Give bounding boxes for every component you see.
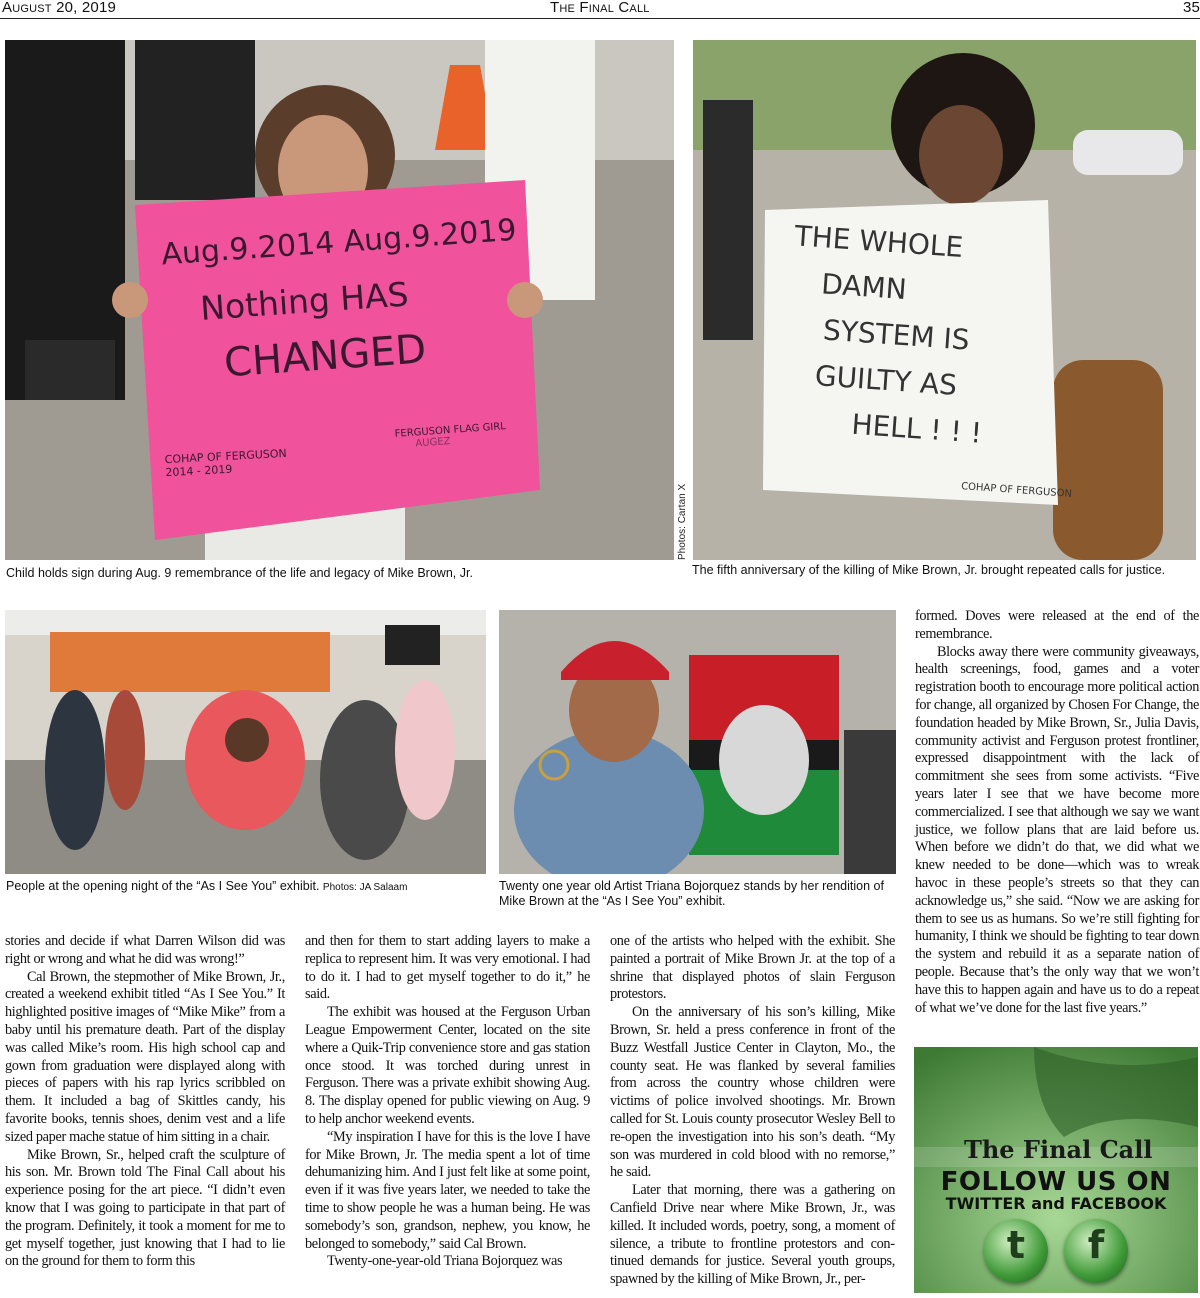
photo-woman-with-sign	[693, 40, 1196, 560]
issue-date: August 20, 2019	[2, 0, 117, 16]
paragraph: Twenty-one-year-old Triana Bojorquez was	[327, 1253, 563, 1270]
paragraph: and then for them to start adding layers to make a replica to represent him. It was very emotional. I had to do it. I had to get myself together to do it,” he said.	[305, 933, 590, 1003]
paragraph: stories and decide if what Darren Wilson did was right or wrong and what he did was wrong!”	[5, 933, 285, 967]
paragraph: Cal Brown, the stepmother of Mike Brown, Jr., created a weekend exhibit titled “As I See You.” It highlighted positive images of “Mike Mike” from a baby until his premature death. Part of the display was called Mike’s room. His high school cap and gown from graduation were displayed along with pieces of papers with his rap lyrics scribbled on them. It included a bag of Skittles candy, his favorite books, tennis shoes, denim vest and a life sized paper mache statue of him sitting in a chair.	[5, 968, 285, 1145]
pink-sign-small-right: FERGUSON FLAG GIRL AUGEZ	[394, 421, 507, 450]
social-media-ad[interactable]	[914, 1047, 1198, 1293]
twitter-icon[interactable]: t	[984, 1219, 1048, 1283]
paragraph: The exhibit was housed at the Ferguson Urban League Empowerment Center, located on the site where a Quik-Trip convenience store and gas station once stood. It was torched during unrest in Ferguson. There was a private exhibit showing Aug. 8. The display opened for public viewing on Aug. 9 to help anchor weekend events.	[305, 1004, 590, 1127]
ad-brand: The Final Call	[964, 1135, 1153, 1164]
photo-exhibit-crowd	[5, 610, 486, 874]
article-column-1	[5, 933, 285, 1271]
caption-mid-right: Twenty one year old Artist Triana Bojorquez stands by her rendition of Mike Brown at the “As I See You” exhibit.	[499, 879, 884, 908]
article-column-3	[610, 933, 895, 1289]
photo-credit-mid: Photos: JA Salaam	[322, 882, 408, 893]
photo-credit-top: Photos: Cartan X	[677, 483, 688, 560]
caption-top-left: Child holds sign during Aug. 9 remembrance of the life and legacy of Mike Brown, Jr.	[6, 566, 473, 580]
paragraph: On the anniversary of his son’s killing, Mike Brown, Sr. held a press conference in front of the Buzz Westfall Justice Center in Clayton, Mo., the county seat. He was flanked by several families from across the country whose children were victims of police involved shootings. Mr. Brown called for St. Louis county prosecutor Wesley Bell to re-open the investigation into his son’s death. “My son was murdered in cold blood with no remorse,” he said.	[610, 1004, 895, 1181]
article-right-column	[915, 608, 1199, 1017]
paragraph: Blocks away there were community giveaways, health screenings, food, games and a voter registration booth to encourage more political action for change, all organized by Chosen For Change, the foundation headed by Mike Brown, Sr., Julia Davis, community activist and Ferguson protest frontliner, expressed disappointment with the lack of commitment she sees from some activists. “Five years later I see that we have become more commercialized. I see that although we say we want justice, we follow plans that are laid before us. When before we didn’t do that, we did what we knew needed to be done—which was to wreak havoc in these people’s streets so that they can acknowledge us,” she said. “Now we are asking for them to see us as humans. So we’re still fighting for humanity, I think we should be fighting to tear down the system and rebuild it as a separate nation of people. Because that’s the only way that we won’t have this to happen again and have us to do a repeat of what we’ve done for the last five years.”	[915, 643, 1199, 1016]
pink-sign-small-left: COHAP OF FERGUSON 2014 - 2019	[164, 446, 288, 480]
white-sign-text: THE WHOLE DAMN SYSTEM IS GUILTY AS HELL ! ! !	[793, 219, 983, 450]
caption-top-right: The fifth anniversary of the killing of Mike Brown, Jr. brought repeated calls for justice.	[692, 563, 1166, 577]
ad-line-1: FOLLOW US ON	[940, 1167, 1172, 1197]
photo-artist-with-portrait	[499, 610, 896, 874]
page-number: 35	[1183, 0, 1200, 16]
paragraph: Later that morning, there was a gathering on Canfield Drive near where Mike Brown, Jr., was killed. It included words, poetry, song, a moment of silence, a tribute to frontline protestors and continued demands for justice. Several youth groups, spawned by the killing of Mike Brown, Jr., per-	[610, 1182, 895, 1288]
white-sign-small: COHAP OF FERGUSON	[960, 481, 1073, 500]
paragraph: Mike Brown, Sr., helped craft the sculpture of his son. Mr. Brown told The Final Call about his experience posing for the art piece. “I didn’t even know that I was going to participate in that part of the program. Definitely, it took a moment for me to get myself together, just knowing that I had to lie on the ground for them to form this	[5, 1146, 285, 1270]
publication-name: The Final Call	[550, 0, 650, 16]
paragraph: “My inspiration I have for this is the love I have for Mike Brown, Jr. The media spent a lot of time dehumanizing him. And I just felt like at some point, even if it was five years later, we needed to take the time to show people he was a human being. He was somebody’s son, grandson, nephew, you know, he belonged to somebody,” said Cal Brown.	[305, 1128, 590, 1252]
pink-sign-text: Aug.9.2014 Aug.9.2019 Nothing HAS CHANGED	[160, 212, 518, 387]
ad-line-2: TWITTER and FACEBOOK	[945, 1194, 1167, 1213]
page-header	[0, 0, 1200, 19]
caption-mid-left: People at the opening night of the “As I See You” exhibit. Photos: JA Salaam	[6, 879, 408, 893]
paragraph: formed. Doves were released at the end of the remembrance.	[915, 608, 1199, 642]
article-column-2	[305, 933, 590, 1271]
paragraph: one of the artists who helped with the exhibit. She painted a portrait of Mike Brown Jr. at the top of a shrine that displayed photos of slain Ferguson protestors.	[610, 933, 895, 1003]
photo-child-with-sign	[5, 40, 674, 560]
facebook-icon[interactable]: f	[1064, 1219, 1128, 1283]
